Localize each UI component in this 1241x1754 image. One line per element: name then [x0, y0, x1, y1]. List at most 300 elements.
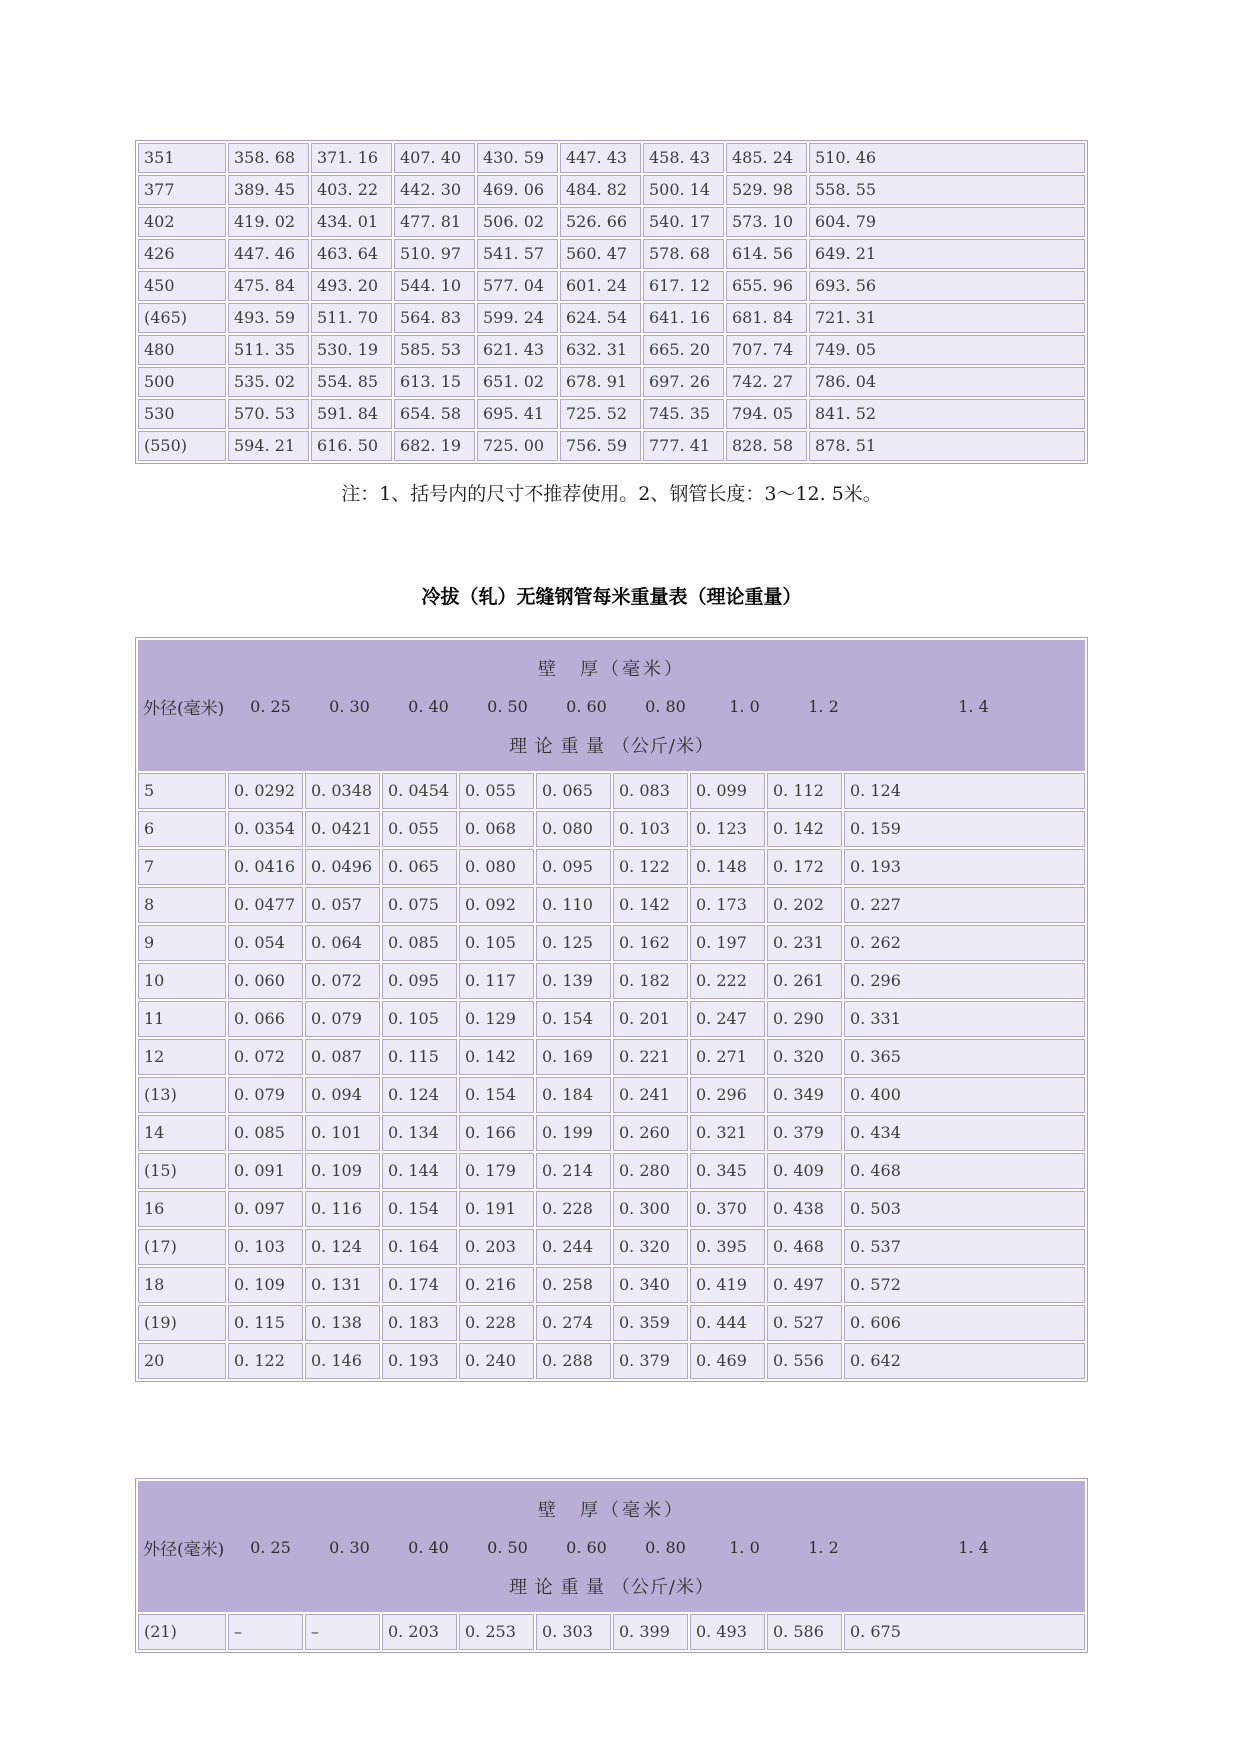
value-cell: 0. 154 [536, 1001, 611, 1037]
value-cell: 389. 45 [228, 175, 309, 205]
value-cell: 0. 115 [228, 1305, 303, 1341]
value-cell: 749. 05 [809, 335, 1085, 365]
row-label-cell: (15) [138, 1153, 226, 1189]
value-cell: 786. 04 [809, 367, 1085, 397]
value-cell: 485. 24 [726, 143, 807, 173]
value-cell: 442. 30 [394, 175, 475, 205]
value-cell: 0. 169 [536, 1039, 611, 1075]
value-cell: 0. 503 [844, 1191, 1085, 1227]
value-cell: 0. 228 [536, 1191, 611, 1227]
value-cell: 477. 81 [394, 207, 475, 237]
value-cell: 0. 060 [228, 963, 303, 999]
row-label-cell: (19) [138, 1305, 226, 1341]
value-cell: 0. 064 [305, 925, 380, 961]
wall-thickness-header-band [138, 1481, 1085, 1612]
value-cell: 0. 057 [305, 887, 380, 923]
value-cell: 0. 122 [613, 849, 688, 885]
thickness-col-header: 1. 4 [958, 697, 989, 716]
value-cell: 0. 112 [767, 773, 842, 809]
row-label-cell: 11 [138, 1001, 226, 1037]
value-cell: 0. 321 [690, 1115, 765, 1151]
value-cell: 0. 105 [382, 1001, 457, 1037]
value-cell: 0. 092 [459, 887, 534, 923]
row-label-cell: 426 [138, 239, 226, 269]
value-cell: 0. 055 [382, 811, 457, 847]
value-cell: 617. 12 [643, 271, 724, 301]
value-cell: 0. 493 [690, 1614, 765, 1650]
value-cell: 0. 095 [536, 849, 611, 885]
thickness-col-header: 0. 40 [408, 1538, 449, 1557]
value-cell: 745. 35 [643, 399, 724, 429]
value-cell: 0. 395 [690, 1229, 765, 1265]
value-cell: 0. 072 [305, 963, 380, 999]
table-row [138, 1614, 1085, 1650]
value-cell: 0. 174 [382, 1267, 457, 1303]
table-row [138, 143, 1085, 173]
value-cell: 0. 228 [459, 1305, 534, 1341]
value-cell: 0. 400 [844, 1077, 1085, 1113]
thickness-col-header: 1. 2 [808, 697, 839, 716]
value-cell: 591. 84 [311, 399, 392, 429]
value-cell: 0. 072 [228, 1039, 303, 1075]
table-row [138, 303, 1085, 333]
value-cell: 641. 16 [643, 303, 724, 333]
document-page [135, 0, 1088, 1653]
value-cell: 721. 31 [809, 303, 1085, 333]
value-cell: 0. 087 [305, 1039, 380, 1075]
value-cell: 0. 0354 [228, 811, 303, 847]
value-cell: 0. 320 [767, 1039, 842, 1075]
value-cell: 530. 19 [311, 335, 392, 365]
value-cell: 0. 0292 [228, 773, 303, 809]
value-cell: 0. 349 [767, 1077, 842, 1113]
table-row [138, 1001, 1085, 1037]
cold-drawn-weight-table-5-20 [135, 637, 1088, 1382]
value-cell: 0. 055 [459, 773, 534, 809]
value-cell: 407. 40 [394, 143, 475, 173]
value-cell: 447. 43 [560, 143, 641, 173]
value-cell: 0. 184 [536, 1077, 611, 1113]
value-cell: 0. 138 [305, 1305, 380, 1341]
table-row [138, 1343, 1085, 1379]
value-cell: 0. 105 [459, 925, 534, 961]
value-cell: 841. 52 [809, 399, 1085, 429]
value-cell: 0. 399 [613, 1614, 688, 1650]
value-cell: 0. 099 [690, 773, 765, 809]
table-row [138, 1229, 1085, 1265]
value-cell: 0. 080 [459, 849, 534, 885]
value-cell: 0. 203 [459, 1229, 534, 1265]
value-cell: 0. 222 [690, 963, 765, 999]
value-cell: 0. 247 [690, 1001, 765, 1037]
value-cell: 540. 17 [643, 207, 724, 237]
value-cell: 0. 101 [305, 1115, 380, 1151]
value-cell: 511. 70 [311, 303, 392, 333]
table-row [138, 963, 1085, 999]
value-cell: 0. 261 [767, 963, 842, 999]
value-cell: 0. 556 [767, 1343, 842, 1379]
value-cell: 0. 290 [767, 1001, 842, 1037]
value-cell: 0. 0477 [228, 887, 303, 923]
value-cell: 0. 122 [228, 1343, 303, 1379]
value-cell: 0. 675 [844, 1614, 1085, 1650]
value-cell: 695. 41 [477, 399, 558, 429]
thickness-col-header: 0. 25 [250, 1538, 291, 1557]
value-cell: 0. 154 [382, 1191, 457, 1227]
value-cell: 599. 24 [477, 303, 558, 333]
value-cell: 0. 527 [767, 1305, 842, 1341]
thickness-col-header: 0. 50 [487, 697, 528, 716]
value-cell: 0. 154 [459, 1077, 534, 1113]
table-row [138, 335, 1085, 365]
value-cell: 725. 52 [560, 399, 641, 429]
value-cell: 0. 144 [382, 1153, 457, 1189]
table-row [138, 887, 1085, 923]
value-cell: 458. 43 [643, 143, 724, 173]
row-label-cell: (17) [138, 1229, 226, 1265]
value-cell: 0. 253 [459, 1614, 534, 1650]
row-label-cell: 530 [138, 399, 226, 429]
value-cell: 469. 06 [477, 175, 558, 205]
value-cell: 577. 04 [477, 271, 558, 301]
table-row [138, 207, 1085, 237]
row-label-cell: (465) [138, 303, 226, 333]
value-cell: 0. 258 [536, 1267, 611, 1303]
value-cell: 0. 183 [382, 1305, 457, 1341]
value-cell: 742. 27 [726, 367, 807, 397]
value-cell: 371. 16 [311, 143, 392, 173]
value-cell: 0. 438 [767, 1191, 842, 1227]
value-cell: 756. 59 [560, 431, 641, 461]
value-cell: 0. 193 [844, 849, 1085, 885]
value-cell: 0. 202 [767, 887, 842, 923]
value-cell: 0. 142 [767, 811, 842, 847]
value-cell: 624. 54 [560, 303, 641, 333]
table-row [138, 1039, 1085, 1075]
thickness-col-header: 0. 40 [408, 697, 449, 716]
value-cell: 0. 0496 [305, 849, 380, 885]
value-cell: 0. 444 [690, 1305, 765, 1341]
value-cell: 535. 02 [228, 367, 309, 397]
value-cell: 0. 091 [228, 1153, 303, 1189]
value-cell: 0. 068 [459, 811, 534, 847]
value-cell: 0. 199 [536, 1115, 611, 1151]
value-cell: 0. 244 [536, 1229, 611, 1265]
value-cell: 585. 53 [394, 335, 475, 365]
value-cell: 500. 14 [643, 175, 724, 205]
value-cell: 0. 054 [228, 925, 303, 961]
value-cell: 651. 02 [477, 367, 558, 397]
row-label-cell: 9 [138, 925, 226, 961]
value-cell: 0. 103 [228, 1229, 303, 1265]
value-cell: 0. 274 [536, 1305, 611, 1341]
value-cell: 0. 0416 [228, 849, 303, 885]
value-cell: 0. 606 [844, 1305, 1085, 1341]
value-cell: 0. 139 [536, 963, 611, 999]
wall-thickness-title: 壁 厚（毫米） [538, 1500, 685, 1521]
value-cell: 0. 117 [459, 963, 534, 999]
table-row [138, 175, 1085, 205]
value-cell: 0. 296 [844, 963, 1085, 999]
value-cell: 0. 079 [305, 1001, 380, 1037]
value-cell: 0. 221 [613, 1039, 688, 1075]
row-label-cell: 20 [138, 1343, 226, 1379]
outer-diameter-label: 外径(毫米) [143, 699, 225, 719]
value-cell: 0. 262 [844, 925, 1085, 961]
thickness-col-header: 1. 2 [808, 1538, 839, 1557]
value-cell: 358. 68 [228, 143, 309, 173]
value-cell: 0. 572 [844, 1267, 1085, 1303]
thickness-col-header: 1. 0 [729, 1538, 760, 1557]
value-cell: 0. 148 [690, 849, 765, 885]
value-cell: 0. 162 [613, 925, 688, 961]
value-cell: 0. 103 [613, 811, 688, 847]
value-cell: 560. 47 [560, 239, 641, 269]
thickness-col-header: 0. 25 [250, 697, 291, 716]
theoretical-weight-unit-label: 理 论 重 量 （公斤/米） [509, 1577, 714, 1598]
value-cell: 707. 74 [726, 335, 807, 365]
value-cell: 0. 320 [613, 1229, 688, 1265]
value-cell: 697. 26 [643, 367, 724, 397]
value-cell: 0. 085 [228, 1115, 303, 1151]
value-cell: 614. 56 [726, 239, 807, 269]
value-cell: 0. 214 [536, 1153, 611, 1189]
table-row [138, 1077, 1085, 1113]
table-header-row [138, 640, 1085, 771]
value-cell: 0. 300 [613, 1191, 688, 1227]
value-cell: 0. 115 [382, 1039, 457, 1075]
value-cell: 0. 083 [613, 773, 688, 809]
value-cell: 0. 079 [228, 1077, 303, 1113]
table-row [138, 1305, 1085, 1341]
value-cell: 0. 537 [844, 1229, 1085, 1265]
value-cell: 0. 159 [844, 811, 1085, 847]
value-cell: 0. 110 [536, 887, 611, 923]
row-label-cell: 450 [138, 271, 226, 301]
value-cell: 578. 68 [643, 239, 724, 269]
value-cell: 693. 56 [809, 271, 1085, 301]
value-cell: 654. 58 [394, 399, 475, 429]
value-cell: 0. 271 [690, 1039, 765, 1075]
value-cell: 0. 146 [305, 1343, 380, 1379]
outer-diameter-label: 外径(毫米) [143, 1540, 225, 1560]
table-row [138, 1153, 1085, 1189]
thickness-values-row [139, 1535, 1084, 1560]
value-cell: 681. 84 [726, 303, 807, 333]
value-cell: 0. 340 [613, 1267, 688, 1303]
table-row [138, 773, 1085, 809]
value-cell: – [228, 1614, 303, 1650]
value-cell: 0. 0348 [305, 773, 380, 809]
row-label-cell: 5 [138, 773, 226, 809]
value-cell: 0. 469 [690, 1343, 765, 1379]
thickness-col-header: 0. 30 [329, 697, 370, 716]
value-cell: 0. 434 [844, 1115, 1085, 1151]
value-cell: 649. 21 [809, 239, 1085, 269]
value-cell: 0. 0421 [305, 811, 380, 847]
value-cell: 0. 124 [844, 773, 1085, 809]
table-row [138, 811, 1085, 847]
value-cell: 0. 124 [305, 1229, 380, 1265]
value-cell: 616. 50 [311, 431, 392, 461]
value-cell: – [305, 1614, 380, 1650]
value-cell: 678. 91 [560, 367, 641, 397]
thickness-col-header: 0. 80 [645, 697, 686, 716]
value-cell: 0. 379 [767, 1115, 842, 1151]
value-cell: 0. 586 [767, 1614, 842, 1650]
value-cell: 0. 097 [228, 1191, 303, 1227]
value-cell: 621. 43 [477, 335, 558, 365]
value-cell: 447. 46 [228, 239, 309, 269]
value-cell: 632. 31 [560, 335, 641, 365]
value-cell: 0. 166 [459, 1115, 534, 1151]
value-cell: 0. 066 [228, 1001, 303, 1037]
value-cell: 463. 64 [311, 239, 392, 269]
value-cell: 510. 46 [809, 143, 1085, 173]
row-label-cell: 6 [138, 811, 226, 847]
value-cell: 0. 288 [536, 1343, 611, 1379]
value-cell: 0. 260 [613, 1115, 688, 1151]
value-cell: 0. 379 [613, 1343, 688, 1379]
row-label-cell: 18 [138, 1267, 226, 1303]
thickness-col-header: 0. 60 [566, 1538, 607, 1557]
value-cell: 0. 0454 [382, 773, 457, 809]
value-cell: 0. 497 [767, 1267, 842, 1303]
value-cell: 434. 01 [311, 207, 392, 237]
thickness-col-header: 1. 4 [958, 1538, 989, 1557]
value-cell: 0. 095 [382, 963, 457, 999]
wall-thickness-title: 壁 厚（毫米） [538, 659, 685, 680]
value-cell: 570. 53 [228, 399, 309, 429]
value-cell: 403. 22 [311, 175, 392, 205]
value-cell: 0. 468 [767, 1229, 842, 1265]
value-cell: 594. 21 [228, 431, 309, 461]
value-cell: 604. 79 [809, 207, 1085, 237]
value-cell: 558. 55 [809, 175, 1085, 205]
value-cell: 0. 172 [767, 849, 842, 885]
table-row [138, 271, 1085, 301]
value-cell: 511. 35 [228, 335, 309, 365]
value-cell: 0. 080 [536, 811, 611, 847]
row-label-cell: (21) [138, 1614, 226, 1650]
cold-drawn-table-title: 冷拔（轧）无缝钢管每米重量表（理论重量） [421, 586, 802, 608]
table-row [138, 239, 1085, 269]
value-cell: 0. 303 [536, 1614, 611, 1650]
row-label-cell: 14 [138, 1115, 226, 1151]
table-row [138, 431, 1085, 461]
value-cell: 0. 094 [305, 1077, 380, 1113]
value-cell: 0. 191 [459, 1191, 534, 1227]
value-cell: 0. 085 [382, 925, 457, 961]
value-cell: 725. 00 [477, 431, 558, 461]
value-cell: 0. 345 [690, 1153, 765, 1189]
table-row [138, 849, 1085, 885]
value-cell: 493. 20 [311, 271, 392, 301]
row-label-cell: (550) [138, 431, 226, 461]
value-cell: 0. 359 [613, 1305, 688, 1341]
wall-thickness-header-band [138, 640, 1085, 771]
value-cell: 0. 201 [613, 1001, 688, 1037]
thickness-col-header: 0. 60 [566, 697, 607, 716]
row-label-cell: 351 [138, 143, 226, 173]
table-row [138, 1267, 1085, 1303]
value-cell: 878. 51 [809, 431, 1085, 461]
thickness-col-header: 0. 30 [329, 1538, 370, 1557]
value-cell: 794. 05 [726, 399, 807, 429]
value-cell: 0. 164 [382, 1229, 457, 1265]
value-cell: 0. 109 [228, 1267, 303, 1303]
value-cell: 544. 10 [394, 271, 475, 301]
value-cell: 0. 109 [305, 1153, 380, 1189]
value-cell: 0. 197 [690, 925, 765, 961]
value-cell: 777. 41 [643, 431, 724, 461]
value-cell: 430. 59 [477, 143, 558, 173]
value-cell: 0. 203 [382, 1614, 457, 1650]
value-cell: 573. 10 [726, 207, 807, 237]
value-cell: 613. 15 [394, 367, 475, 397]
value-cell: 0. 124 [382, 1077, 457, 1113]
value-cell: 526. 66 [560, 207, 641, 237]
value-cell: 682. 19 [394, 431, 475, 461]
value-cell: 0. 075 [382, 887, 457, 923]
value-cell: 510. 97 [394, 239, 475, 269]
row-label-cell: 8 [138, 887, 226, 923]
thickness-col-header: 1. 0 [729, 697, 760, 716]
row-label-cell: 500 [138, 367, 226, 397]
value-cell: 0. 123 [690, 811, 765, 847]
table-row [138, 925, 1085, 961]
value-cell: 484. 82 [560, 175, 641, 205]
value-cell: 0. 296 [690, 1077, 765, 1113]
value-cell: 493. 59 [228, 303, 309, 333]
value-cell: 0. 065 [536, 773, 611, 809]
value-cell: 541. 57 [477, 239, 558, 269]
table-row [138, 399, 1085, 429]
value-cell: 419. 02 [228, 207, 309, 237]
value-cell: 0. 125 [536, 925, 611, 961]
value-cell: 554. 85 [311, 367, 392, 397]
value-cell: 0. 131 [305, 1267, 380, 1303]
value-cell: 0. 365 [844, 1039, 1085, 1075]
value-cell: 0. 216 [459, 1267, 534, 1303]
value-cell: 828. 58 [726, 431, 807, 461]
table-header-row [138, 1481, 1085, 1612]
thickness-col-header: 0. 80 [645, 1538, 686, 1557]
row-label-cell: 16 [138, 1191, 226, 1227]
value-cell: 0. 142 [613, 887, 688, 923]
value-cell: 0. 231 [767, 925, 842, 961]
table-row [138, 1115, 1085, 1151]
thickness-values-row [139, 694, 1084, 719]
value-cell: 529. 98 [726, 175, 807, 205]
value-cell: 0. 179 [459, 1153, 534, 1189]
value-cell: 0. 370 [690, 1191, 765, 1227]
value-cell: 564. 83 [394, 303, 475, 333]
row-label-cell: 402 [138, 207, 226, 237]
value-cell: 0. 142 [459, 1039, 534, 1075]
row-label-cell: 480 [138, 335, 226, 365]
value-cell: 665. 20 [643, 335, 724, 365]
value-cell: 0. 419 [690, 1267, 765, 1303]
value-cell: 0. 280 [613, 1153, 688, 1189]
table-row [138, 1191, 1085, 1227]
value-cell: 0. 241 [613, 1077, 688, 1113]
value-cell: 0. 468 [844, 1153, 1085, 1189]
pipe-weight-table-large-diameters [135, 140, 1088, 464]
value-cell: 0. 409 [767, 1153, 842, 1189]
value-cell: 0. 134 [382, 1115, 457, 1151]
cold-drawn-weight-table-21-plus [135, 1478, 1088, 1653]
